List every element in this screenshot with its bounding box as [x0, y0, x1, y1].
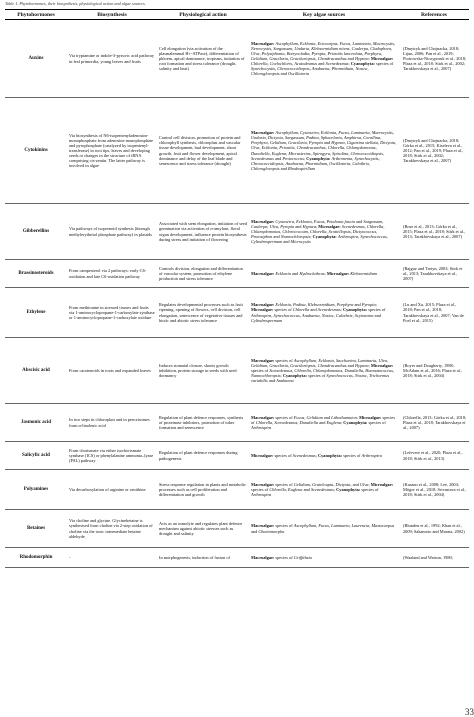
table-row	[5, 98, 469, 204]
physiological-action-cell: In morphogenesis, induction of fusion of	[157, 548, 249, 568]
biosynthesis-cell: Via decarboxylation of arginine or ornithine	[67, 470, 157, 510]
physiological-action-cell: Control cell division, promotion of protein and chlorophyll synthesis, chloroplast and vascular tissue development, bud development, shoot growth, fruit and flower development, apical dominance and delay of the leaf blade and senescence and stress tolerance (drought)	[157, 98, 249, 204]
references-cell: (Lu and Xu, 2015; Plaza et al., 2018; Pan et al., 2018; Tarakhovskaya et al., 2007; Van de Poel et al., 2015)	[399, 288, 469, 338]
biosynthesis-cell: Via pathways of isoprenoid synthesis (through methylerythritol phosphate pathway) in plastids	[67, 204, 157, 260]
hormone-name: Ethylene	[5, 288, 67, 338]
references-cell: (Chlorella, 2013; Górka et al., 2018; Plaza et al., 2018; Tarakhovskaya et al., 2007)	[399, 404, 469, 442]
hormone-name: Abscisic acid	[5, 338, 67, 404]
hormone-name: Salicylic acid	[5, 442, 67, 470]
header-references: References	[399, 10, 469, 20]
algae-sources-cell: Macroalgae: species of Gelidium, Grateloupia, Dictyota, and Ulva; Microalgae: species of Chlorella, Euglena and Scenedesmus; Cyanophyta: species of Arthrospira	[249, 470, 399, 510]
physiological-action-cell: Regulation of plant defence responses, synthesis of proteinase inhibitors, promotion of tuber formation and senescence	[157, 404, 249, 442]
algae-sources-cell: Microalgae: species of Scenedesmus; Cyanophyta: species of Arthrospira	[249, 442, 399, 470]
table-caption: Table 1. Phytohormones, their biosynthesis, physiological action and algae sources.	[5, 1, 146, 6]
biosynthesis-cell: Via choline and glycine. Glycinebetaine is synthesised from choline via 2-step oxidation of choline via the toxic intermediate betaine aldehyde	[67, 510, 157, 548]
table-row	[5, 404, 469, 442]
header-key-algae-sources: Key algae sources	[249, 10, 399, 20]
algae-sources-cell: Macroalgae: species of Fucus, Gelidium and Lithothamnion; Microalgae: species of Chlorella, Scenedesmus, Dunaliella and Euglena; Cyanophyta: species of Arthrospira	[249, 404, 399, 442]
table-body	[5, 20, 469, 568]
hormone-name: Brassinosteroids	[5, 260, 67, 288]
biosynthesis-cell: From carotenoids in roots and expanded leaves	[67, 338, 157, 404]
algae-sources-cell: Macroalgae: Ecklonia and Hydroclathrus; Microalgae: Klebsormidium	[249, 260, 399, 288]
hormone-name: Jasmonic acid	[5, 404, 67, 442]
physiological-action-cell: Acts as an osmolyte and regulates plant defence mechanism against abiotic stresses such as drought and salinity	[157, 510, 249, 548]
biosynthesis-cell: Via biosynthesis of N6-isopentenyladenosine monophosphate from adenosine monophosphate and pyrophosphate (catalyzed by isopentenyl-transferase) in root tips, leaves and developing seeds or changes in the structure of tRNA comprising cis-zeatin. The latter pathway is involved in algae	[67, 98, 157, 204]
physiological-action-cell: Cell elongation (via activation of the plasmalemmal H+-ATPase), differentiation of phloem, apical dominance, tropisms, initiation of root formation and stress tolerance (drought, salinity and heat)	[157, 20, 249, 98]
references-cell: (Waaland and Watson, 1980;	[399, 548, 469, 568]
algae-sources-cell: Macroalgae: Ascophyllum, Ecklonia, Ectocarpus, Fucus, Laminaria, Macrocystis, Nereocystis, Sargassum, Undaria, Klebsormidium nitens, Caulerpa, Cladophora, Ulva, Polysiphonia, Botryocladia, Pyropia, Prionitis lanceolata, Porphyra, Gelidium, Gracilaria, Gracilariopsis, Chondracanthus and Hypnea; Microalgae: Chlorella, Coelochloris, Acutodesmus and Scenedesmus; Cyanophyta: species of Synechocystis, Chroococcidiopsis, Anabaena, Phormidium, Nostoc, Chlorogloeopsis and Oscillatoria	[249, 20, 399, 98]
biosynthesis-cell: From methionine in stressed tissues and fruits via 1-aminocyclopropane-1-carboxylate synthase or 1-aminocyclopropane-1-carboxylate oxidase	[67, 288, 157, 338]
table-row	[5, 20, 469, 98]
table-row	[5, 510, 469, 548]
hormone-name: Cytokinins	[5, 98, 67, 204]
biosynthesis-cell: In two steps in chloroplast and in peroxisomes from α-linolenic acid	[67, 404, 157, 442]
header-biosynthesis: Biosynthesis	[67, 10, 157, 20]
header-physiological-action: Physiological action	[157, 10, 249, 20]
references-cell: (Bajguz and Tretyn, 2003; Stirk et al., 2013; Tarakhovskaya et al., 2007)	[399, 260, 469, 288]
biosynthesis-cell: From campesterol via 2 pathways: early C6-oxidation and late C6-oxidation pathway	[67, 260, 157, 288]
references-cell: (Bose et al., 2013; Górka et al., 2015; Plaza et al., 2018; Stirk et al., 2013; Tarakhovskaya et al., 2007)	[399, 204, 469, 260]
physiological-action-cell: Regulation of plant defence responses during pathogenesis	[157, 442, 249, 470]
algae-sources-cell: Macroalgae: Cystoseira, Ecklonia, Fucus, Petalonia fascia and Sargassum, Caulerpa, Ulva, Pyropia and Hypnea; Microalgae: Scenedesmus, Chlorella, Chlamydomonas, Chlorococcum, Chlorella, Scotiellopsis, Dictyococcus, Protosiphon and Nannochloropsis; Cyanophyta: Arthrospira, Synechococcus, Cylindrospermum and Microcystis	[249, 204, 399, 260]
hormone-name: Rhodomorphin	[5, 548, 67, 568]
table-header-row	[5, 10, 469, 20]
physiological-action-cell: Controls division, elongation and differentiation of vascular system, promotion of ethylene production and stress tolerance	[157, 260, 249, 288]
references-cell: (Boyer and Dougherty, 1988; McAdam et al., 2016; Plaza et al., 2018; Stirk et al., 2004)	[399, 338, 469, 404]
table-row	[5, 338, 469, 404]
hormone-name: Auxins	[5, 20, 67, 98]
hormone-name: Polyamines	[5, 470, 67, 510]
biosynthesis-cell: From chorismate via either isochorismate synthase (ICS) or phenylalanine ammonia–lyase (PAL) pathway	[67, 442, 157, 470]
table-row	[5, 260, 469, 288]
algae-sources-cell: Macroalgae: Ascophyllum, Cystoseira, Ecklonia, Fucus, Laminaria, Macrocystis, Undaria, Dictyota, Sargassum, Padina, Sphacelaria, Amphiroa, Corallina, Porphyra, Gelidium, Gracilaria, Pyropia and Hypnea, Gigartina stellata, Dictyota, Ulva, Ecklonia, Prionitis, Chondracanthus, Chlorella, Chlamydomonas, Dunaliella, Euglena, Micrasterias, Spirogyra, Spirulina, Chroococcidiopsis, Scenedesmus and Protococcus; Cyanophyta: Arthronema, Synechocystis, Chroococcidiopsis, Anabaena, Phormidium, Oscillatoria, Calothrix, Chlorogloeopsis and Rhodospirillum	[249, 98, 399, 204]
references-cell: (Lefevere et al., 2020; Plaza et al., 2018; Stirk et al., 2013)	[399, 442, 469, 470]
page-number: 33	[465, 707, 474, 717]
table-row	[5, 204, 469, 260]
hormone-name: Gibberellins	[5, 204, 67, 260]
header-phytohormones: Phytohormones	[5, 10, 67, 20]
algae-sources-cell: Macroalgae: species of Ascophyllum, Fucus, Laminaria, Laurencia, Mastocarpus and Chaetomorpha	[249, 510, 399, 548]
references-cell: (Dmytryk and Chojnacka, 2018; Lijun, 2006; Pan et al., 2019; Piotrowska-Niczyporuk et al., 2018; Plaza et al., 2018; Stirk et al., 2002; Tarakhovskaya et al., 2007)	[399, 20, 469, 98]
biosynthesis-cell: Via tryptamine or indole-3-pyruvic acid pathway in leaf primordia, young leaves and fruits	[67, 20, 157, 98]
algae-sources-cell: Macroalgae: Ecklonia, Padina, Klebsormidium, Porphyra and Pyropia; Microalgae: species of Chlorella and Scenedesmus; Cyanophyta: species of Arthrospira, Synechococcus, Anabaena, Nostoc, Calothrix, Scytonema and Cylindrospermum	[249, 288, 399, 338]
algae-sources-cell: Macroalgae: species of Ascophyllum, Ecklonia, Saccharina, Laminaria, Ulva, Gelidium, Gracilaria, Gracilariopsis, Chondracanthus and Hypnea; Microalgae: species of Scenedesmus, Chlorella, Chlamydomonas, Dunaliella, Haematococcus, Nannochloropsis; Cyanophyta: species of Synechococcus, Nostoc, Trichormus variabilis and Anabaena	[249, 338, 399, 404]
phytohormones-table	[5, 9, 469, 568]
biosynthesis-cell: -	[67, 548, 157, 568]
physiological-action-cell: Associated with stem elongation, initiation of seed germination via activation of α-amylase, floral organ development, influence protein biosynthesis during stress and initiation of flowering	[157, 204, 249, 260]
physiological-action-cell: Regulates developmental processes such as fruit ripening, opening of flowers, cell division, cell elongation, senescence of vegetative tissues and biotic and abiotic stress tolerance	[157, 288, 249, 338]
table-row	[5, 470, 469, 510]
references-cell: (Kusano et al., 2008; Lee, 2004; Mögor et al., 2018; Srivastava et al., 2018; Stirk et al., 2004)	[399, 470, 469, 510]
table-row	[5, 548, 469, 568]
references-cell: (Dmytryk and Chojnacka, 2018; Górka et al., 2015; Kiseleva et al., 2012; Pan et al., 2019; Plaza et al., 2018; Stirk et al., 2002; Tarakhovskaya et al., 2007)	[399, 98, 469, 204]
physiological-action-cell: Stress response regulation in plants and metabolic processes such as cell proliferation and differentiation and growth	[157, 470, 249, 510]
table-row	[5, 288, 469, 338]
physiological-action-cell: Induces stomatal closure, shoots growth inhibition, protein storage in seeds with seed dormancy	[157, 338, 249, 404]
hormone-name: Betaines	[5, 510, 67, 548]
references-cell: (Blunden et al., 1992; Khan et al., 2009; Sakamoto and Murata, 2002)	[399, 510, 469, 548]
table-row	[5, 442, 469, 470]
algae-sources-cell: Macroalgae: species of Griffithsia	[249, 548, 399, 568]
